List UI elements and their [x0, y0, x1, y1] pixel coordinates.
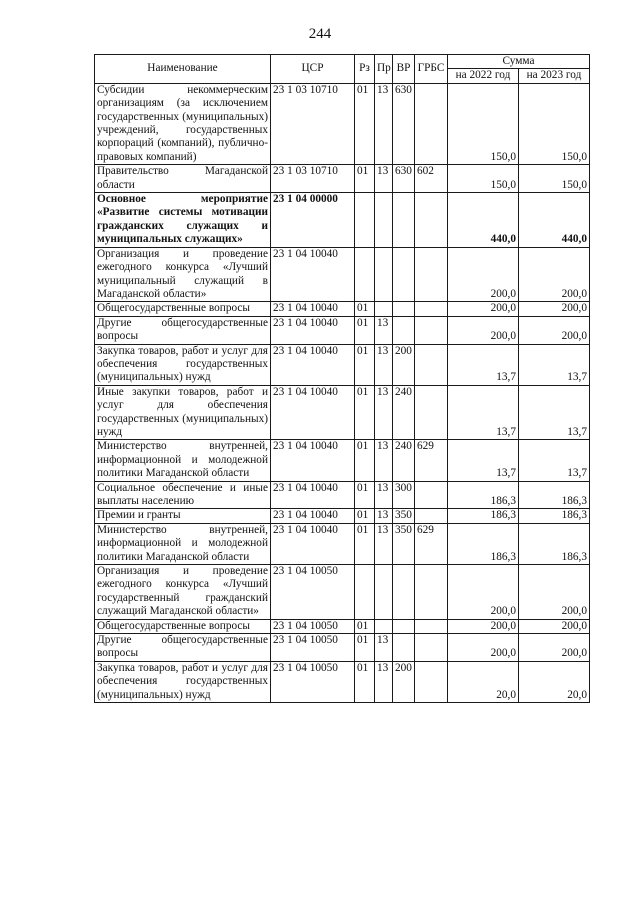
cell-sum-2023: 13,7: [519, 344, 590, 385]
cell-pr: 13: [375, 165, 393, 193]
cell-rz: 01: [355, 302, 375, 316]
page-number: 244: [308, 26, 332, 42]
cell-csr: 23 1 03 10710: [271, 83, 355, 164]
cell-csr: 23 1 04 10040: [271, 509, 355, 523]
cell-vr: [393, 619, 415, 633]
cell-rz: 01: [355, 385, 375, 440]
cell-vr: [393, 634, 415, 662]
cell-pr: [375, 302, 393, 316]
cell-vr: 630: [393, 83, 415, 164]
table-row: [95, 193, 590, 248]
cell-name: Организация и проведение ежегодного конкурса «Лучший муниципальный служащий в Магаданской области»: [95, 247, 271, 302]
cell-rz: 01: [355, 165, 375, 193]
cell-sum-2022: 13,7: [448, 440, 519, 481]
cell-csr: 23 1 04 10040: [271, 385, 355, 440]
cell-name: Министерство внутренней, информационной и молодежной политики Магаданской области: [95, 440, 271, 481]
cell-vr: 350: [393, 509, 415, 523]
header-csr: ЦСР: [271, 55, 355, 84]
cell-grbs: [415, 481, 448, 509]
cell-vr: [393, 316, 415, 344]
cell-vr: 200: [393, 661, 415, 702]
table-row: [95, 661, 590, 702]
table-row: [95, 83, 590, 164]
header-grbs: ГРБС: [415, 55, 448, 84]
cell-grbs: 629: [415, 440, 448, 481]
cell-rz: 01: [355, 634, 375, 662]
cell-rz: 01: [355, 661, 375, 702]
cell-sum-2023: 200,0: [519, 316, 590, 344]
budget-table: [94, 54, 590, 703]
cell-grbs: 602: [415, 165, 448, 193]
cell-rz: 01: [355, 523, 375, 564]
cell-csr: 23 1 04 10050: [271, 634, 355, 662]
header-rz: Рз: [355, 55, 375, 84]
cell-vr: [393, 565, 415, 620]
cell-sum-2023: 13,7: [519, 440, 590, 481]
cell-grbs: [415, 565, 448, 620]
cell-vr: 630: [393, 165, 415, 193]
cell-sum-2023: 20,0: [519, 661, 590, 702]
cell-sum-2023: 200,0: [519, 302, 590, 316]
cell-grbs: [415, 661, 448, 702]
cell-vr: 240: [393, 385, 415, 440]
cell-csr: 23 1 03 10710: [271, 165, 355, 193]
cell-sum-2022: 186,3: [448, 523, 519, 564]
cell-sum-2022: 200,0: [448, 619, 519, 633]
cell-sum-2023: 186,3: [519, 509, 590, 523]
cell-pr: 13: [375, 344, 393, 385]
cell-grbs: [415, 316, 448, 344]
cell-csr: 23 1 04 10040: [271, 302, 355, 316]
cell-sum-2022: 200,0: [448, 634, 519, 662]
cell-vr: [393, 247, 415, 302]
cell-sum-2022: 200,0: [448, 247, 519, 302]
cell-sum-2023: 200,0: [519, 619, 590, 633]
cell-pr: 13: [375, 509, 393, 523]
cell-name: Министерство внутренней, информационной и молодежной политики Магаданской области: [95, 523, 271, 564]
header-pr: Пр: [375, 55, 393, 84]
header-2022: на 2022 год: [448, 69, 519, 83]
table-row: [95, 385, 590, 440]
cell-name: Субсидии некоммерческим организациям (за исключением государственных (муниципальных) учреждений, государственных корпораций (компаний), публично-правовых компаний): [95, 83, 271, 164]
cell-grbs: [415, 302, 448, 316]
cell-grbs: [415, 247, 448, 302]
cell-csr: 23 1 04 10040: [271, 440, 355, 481]
table-row: [95, 634, 590, 662]
cell-sum-2023: 200,0: [519, 247, 590, 302]
cell-pr: 13: [375, 440, 393, 481]
cell-sum-2022: 13,7: [448, 344, 519, 385]
table-row: [95, 509, 590, 523]
cell-name: Премии и гранты: [95, 509, 271, 523]
header-2023: на 2023 год: [519, 69, 590, 83]
cell-vr: 240: [393, 440, 415, 481]
cell-rz: [355, 247, 375, 302]
table-row: [95, 619, 590, 633]
cell-pr: [375, 619, 393, 633]
cell-pr: 13: [375, 661, 393, 702]
cell-sum-2022: 200,0: [448, 565, 519, 620]
cell-sum-2023: 440,0: [519, 193, 590, 248]
cell-csr: 23 1 04 10050: [271, 619, 355, 633]
table-row: [95, 165, 590, 193]
cell-rz: 01: [355, 83, 375, 164]
cell-pr: 13: [375, 316, 393, 344]
cell-grbs: [415, 634, 448, 662]
cell-csr: 23 1 04 10040: [271, 523, 355, 564]
cell-grbs: [415, 619, 448, 633]
header-vr: ВР: [393, 55, 415, 84]
cell-csr: 23 1 04 00000: [271, 193, 355, 248]
cell-vr: 200: [393, 344, 415, 385]
cell-grbs: [415, 509, 448, 523]
cell-sum-2022: 200,0: [448, 316, 519, 344]
cell-pr: 13: [375, 481, 393, 509]
cell-vr: [393, 302, 415, 316]
cell-csr: 23 1 04 10050: [271, 661, 355, 702]
cell-csr: 23 1 04 10040: [271, 247, 355, 302]
cell-csr: 23 1 04 10040: [271, 344, 355, 385]
cell-pr: [375, 247, 393, 302]
table-row: [95, 302, 590, 316]
cell-sum-2022: 150,0: [448, 165, 519, 193]
cell-name: Другие общегосударственные вопросы: [95, 634, 271, 662]
cell-pr: [375, 565, 393, 620]
cell-grbs: 629: [415, 523, 448, 564]
cell-grbs: [415, 344, 448, 385]
cell-rz: 01: [355, 509, 375, 523]
cell-sum-2022: 186,3: [448, 509, 519, 523]
cell-grbs: [415, 83, 448, 164]
cell-vr: 350: [393, 523, 415, 564]
cell-name: Правительство Магаданской области: [95, 165, 271, 193]
table-row: [95, 316, 590, 344]
header-sum: Сумма: [448, 55, 590, 69]
cell-name: Иные закупки товаров, работ и услуг для обеспечения государственных (муниципальных) нужд: [95, 385, 271, 440]
table-row: [95, 247, 590, 302]
cell-pr: 13: [375, 385, 393, 440]
cell-name: Социальное обеспечение и иные выплаты населению: [95, 481, 271, 509]
cell-name: Закупка товаров, работ и услуг для обеспечения государственных (муниципальных) нужд: [95, 344, 271, 385]
cell-sum-2022: 440,0: [448, 193, 519, 248]
cell-rz: 01: [355, 440, 375, 481]
cell-pr: 13: [375, 634, 393, 662]
cell-vr: [393, 193, 415, 248]
cell-sum-2023: 200,0: [519, 565, 590, 620]
cell-sum-2023: 150,0: [519, 83, 590, 164]
cell-name: Общегосударственные вопросы: [95, 619, 271, 633]
table-row: [95, 440, 590, 481]
cell-sum-2023: 186,3: [519, 523, 590, 564]
table-body: [95, 83, 590, 702]
cell-rz: [355, 565, 375, 620]
cell-rz: [355, 193, 375, 248]
cell-vr: 300: [393, 481, 415, 509]
cell-sum-2022: 13,7: [448, 385, 519, 440]
cell-grbs: [415, 385, 448, 440]
cell-name: Другие общегосударственные вопросы: [95, 316, 271, 344]
cell-rz: 01: [355, 619, 375, 633]
table-row: [95, 481, 590, 509]
cell-sum-2023: 13,7: [519, 385, 590, 440]
cell-sum-2023: 186,3: [519, 481, 590, 509]
cell-pr: [375, 193, 393, 248]
cell-sum-2022: 186,3: [448, 481, 519, 509]
cell-csr: 23 1 04 10040: [271, 316, 355, 344]
cell-csr: 23 1 04 10050: [271, 565, 355, 620]
cell-csr: 23 1 04 10040: [271, 481, 355, 509]
cell-pr: 13: [375, 523, 393, 564]
cell-rz: 01: [355, 316, 375, 344]
table-row: [95, 344, 590, 385]
cell-name: Основное мероприятие «Развитие системы мотивации гражданских служащих и муниципальных служащих»: [95, 193, 271, 248]
cell-sum-2022: 150,0: [448, 83, 519, 164]
cell-sum-2023: 200,0: [519, 634, 590, 662]
cell-sum-2023: 150,0: [519, 165, 590, 193]
cell-rz: 01: [355, 344, 375, 385]
table-row: [95, 523, 590, 564]
table-row: [95, 565, 590, 620]
cell-rz: 01: [355, 481, 375, 509]
cell-name: Общегосударственные вопросы: [95, 302, 271, 316]
cell-sum-2022: 20,0: [448, 661, 519, 702]
cell-pr: 13: [375, 83, 393, 164]
cell-name: Закупка товаров, работ и услуг для обеспечения государственных (муниципальных) нужд: [95, 661, 271, 702]
cell-sum-2022: 200,0: [448, 302, 519, 316]
cell-grbs: [415, 193, 448, 248]
cell-name: Организация и проведение ежегодного конкурса «Лучший государственный гражданский служащий Магаданской области»: [95, 565, 271, 620]
header-name: Наименование: [95, 55, 271, 84]
